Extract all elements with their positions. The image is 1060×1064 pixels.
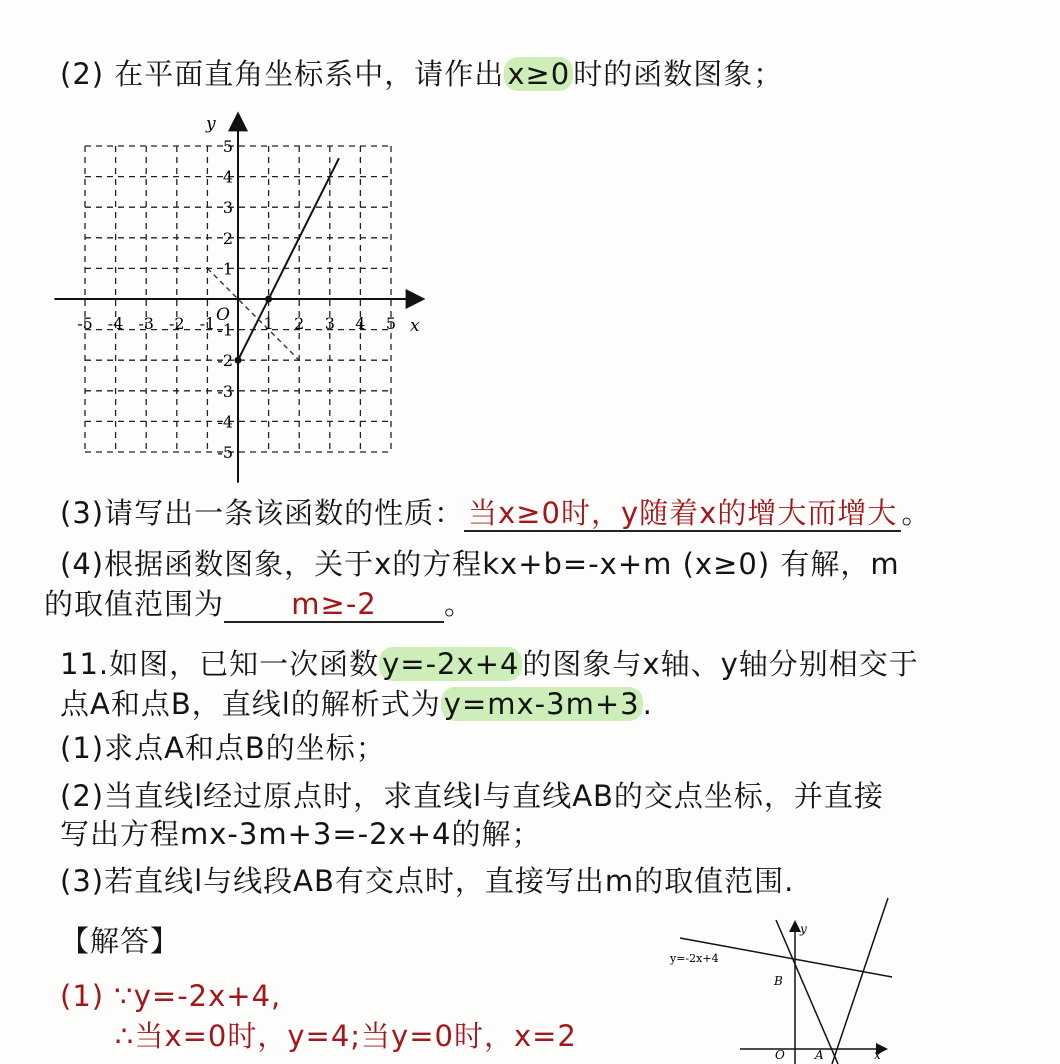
x-axis-label: x (410, 316, 420, 336)
x-tick-labels (77, 314, 396, 333)
graph-point (235, 357, 242, 364)
fig-origin: O (775, 1048, 785, 1062)
p11-l2-prefix: 点A和点B，直线l的解析式为 (60, 687, 441, 721)
y-tick-label: -5 (217, 443, 233, 462)
x-tick-label: -2 (169, 314, 185, 333)
question-4-line1: (4)根据函数图象，关于x的方程kx+b=-x+m (x≥0) 有解，m (60, 547, 900, 581)
question-2 (60, 58, 783, 91)
q3-end: 。 (901, 496, 932, 530)
solution-step-1: (1) ∵y=-2x+4, (60, 979, 282, 1013)
y-tick-label: -3 (217, 381, 233, 401)
y-axis-label: y (206, 114, 216, 134)
function-graph (40, 105, 440, 495)
fig-line-steep-2 (832, 898, 888, 1064)
p11-equation-ab: y=-2x+4 (379, 647, 522, 681)
x-tick-label: 1 (263, 314, 274, 333)
fig-x-label: x (874, 1048, 881, 1062)
solution-title: 【解答】 (60, 924, 181, 958)
y-tick-label: 4 (222, 167, 233, 187)
fig-line-steep-1 (776, 920, 838, 1064)
fig-point-b: B (774, 974, 783, 988)
fig-point-a: A (815, 1048, 824, 1062)
p11-question-2a: (2)当直线l经过原点时，求直线l与直线AB的交点坐标，并直接 (60, 779, 884, 813)
p11-question-1: (1)求点A和点B的坐标； (60, 731, 386, 765)
problem-11-line2 (60, 688, 653, 721)
x-tick-label: -5 (77, 314, 93, 333)
q2-prefix: (2) 在平面直角坐标系中，请作出 (60, 57, 505, 91)
q4-end: 。 (444, 587, 475, 621)
x-tick-label: -1 (199, 314, 216, 333)
y-tick-label: 2 (222, 228, 233, 248)
p11-question-2b: 写出方程mx-3m+3=-2x+4的解； (60, 817, 542, 851)
p11-question-3: (3)若直线l与线段AB有交点时，直接写出m的取值范围. (60, 864, 795, 898)
problem-11-figure (660, 895, 900, 1064)
graph-axes (54, 115, 421, 482)
question-3 (60, 497, 931, 532)
fig-y-label: y (800, 922, 807, 936)
x-tick-label: -3 (138, 314, 154, 333)
p11-l1-prefix: 11.如图，已知一次函数 (60, 647, 380, 681)
p11-equation-l: y=mx-3m+3 (441, 687, 643, 721)
y-tick-label: -1 (217, 320, 233, 340)
q2-suffix: 时的函数图象； (573, 57, 784, 91)
p11-l2-suffix: . (642, 687, 653, 721)
origin-label: O (216, 305, 230, 325)
p11-l1-suffix: 的图象与x轴、y轴分别相交于 (522, 647, 919, 681)
solution-step-2: ∴当x=0时，y=4;当y=0时，x=2 (115, 1019, 577, 1053)
question-4-line2 (44, 588, 474, 623)
y-tick-label: 3 (222, 198, 233, 218)
x-tick-label: 5 (385, 314, 397, 333)
graph-point (265, 296, 272, 303)
x-tick-label: 2 (294, 314, 305, 333)
q3-prefix: (3)请写出一条该函数的性质： (60, 496, 465, 530)
fig-line-label: y=-2x+4 (670, 952, 719, 965)
problem-11-line1 (60, 648, 919, 681)
q4-answer: m≥-2 (224, 588, 444, 623)
q2-highlight: x≥0 (504, 57, 573, 91)
q3-answer: 当x≥0时，y随着x的增大而增大 (464, 497, 901, 532)
y-tick-label: 1 (222, 259, 233, 279)
y-tick-label: 5 (222, 137, 233, 156)
x-tick-label: 3 (324, 314, 335, 333)
x-tick-label: 4 (355, 314, 366, 333)
y-tick-label: -2 (217, 351, 233, 371)
x-tick-label: -4 (107, 314, 124, 333)
q4-prefix: 的取值范围为 (44, 587, 225, 621)
y-tick-label: -4 (217, 412, 233, 432)
